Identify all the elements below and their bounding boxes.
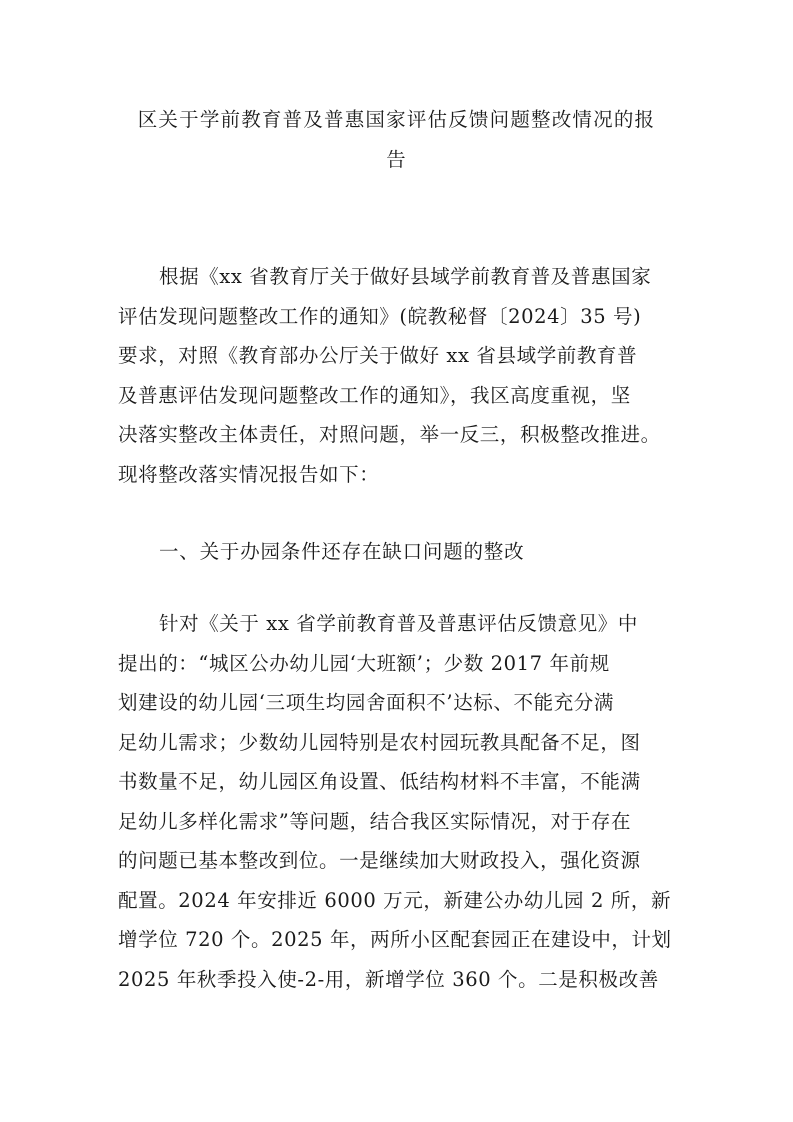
section-1-line: 提出的：“城区公办幼儿园‘大班额’；少数 2017 年前规 [118,651,610,675]
section-1-line: 增学位 720 个。2025 年，两所小区配套园正在建设中，计划 [118,928,672,951]
section-1-line: 划建设的幼儿园‘三项生均园舍面积不’达标、不能充分满 [118,691,614,714]
intro-line: 及普惠评估发现问题整改工作的通知》，我区高度重视，坚 [118,383,631,407]
intro-paragraph [118,257,675,494]
section-1-line: 2025 年秋季投入使-2-用，新增学位 360 个。二是积极改善 [118,967,659,991]
section-1-paragraph [118,604,675,999]
section-1-line: 书数量不足，幼儿园区角设置、低结构材料不丰富，不能满 [118,770,641,793]
intro-line: 现将整改落实情况报告如下： [118,462,380,486]
section-1-line: 的问题已基本整改到位。一是继续加大财政投入，强化资源 [118,849,641,872]
intro-line: 评估发现问题整改工作的通知》(皖教秘督〔2024〕35 号) [118,304,642,328]
section-1-line: 针对《关于 xx 省学前教育普及普惠评估反馈意见》中 [159,612,638,635]
intro-line: 根据《xx 省教育厅关于做好县域学前教育普及普惠国家 [159,265,652,288]
section-1-line: 配置。2024 年安排近 6000 万元，新建公办幼儿园 2 所，新 [118,888,672,912]
title-line-1: 区关于学前教育普及普惠国家评估反馈问题整改情况的报 [137,108,656,131]
section-1-line: 足幼儿多样化需求”等问题，结合我区实际情况，对于存在 [118,809,632,833]
section-1-line: 足幼儿需求；少数幼儿园特别是农村园玩教具配备不足，图 [118,730,641,754]
document-title [118,100,675,180]
title-line-2: 告 [386,148,407,171]
intro-line: 决落实整改主体责任，对照问题，举一反三，积极整改推进。 [118,423,661,446]
intro-line: 要求，对照《教育部办公厅关于做好 xx 省县域学前教育普 [118,344,638,367]
section-1-heading: 一、关于办园条件还存在缺口问题的整改 [159,540,525,563]
